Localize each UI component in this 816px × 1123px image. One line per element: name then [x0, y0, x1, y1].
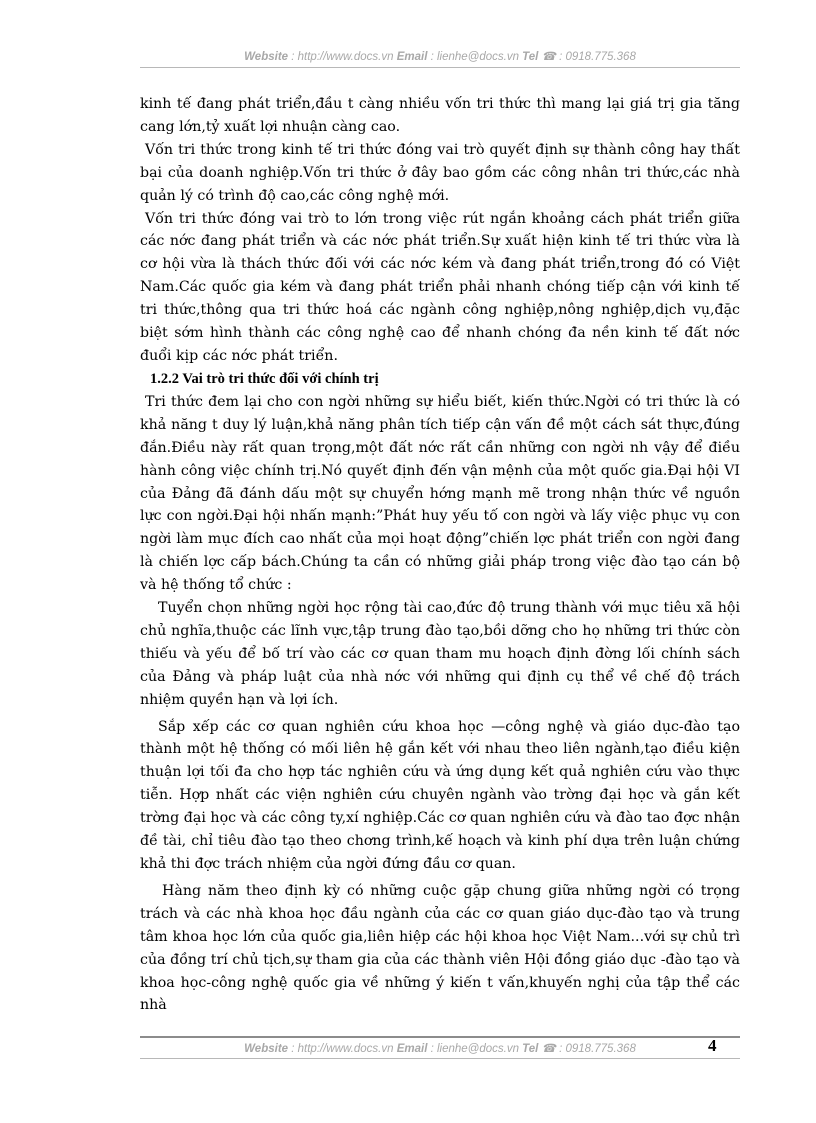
phone-icon: ☎	[541, 1043, 556, 1055]
header-website-label: Website	[244, 51, 289, 63]
paragraph-7: Hàng năm theo định kỳ có những cuộc gặp chung giữa những ngời có trọng trách và các nhà khoa học đầu ngành của các cơ quan giáo dục-đào tạo và trung tâm khoa học lớn của quốc gia,liên hiệp các hội khoa học Việt Nam...với sự chủ trì của đồng trí chủ tịch,sự tham gia của các thành viên Hội đồng giáo dục -đào tạo và khoa học-công nghệ quốc gia về những ý kiến t vấn,khuyến nghị của tập thể các nhà	[140, 882, 740, 1014]
footer-divider-bottom	[140, 1058, 740, 1059]
footer-website-label: Website	[244, 1043, 289, 1055]
section-heading: 1.2.2 Vai trò tri thức đối với chính trị	[150, 370, 379, 387]
paragraph-3: Vốn tri thức đóng vai trò to lớn trong việc rút ngắn khoảng cách phát triển giữa các nớc đang phát triển và các nớc phát triển.Sự xuất hiện kinh tế tri thức vừa là cơ hội vừa là thách thức đối với các nớc kém và đang phát triển,trong đó có Việt Nam.Các quốc gia kém và đang phát triển phải nhanh chóng tiếp cận với kinh tế tri thức,thông qua tri thức hoá các ngành công nghiệp,nông nghiệp,dịch vụ,đặc biệt sớm hình thành các công nghệ cao để nhanh chóng đa nền kinh tế đất nớc đuổi kịp các nớc phát triển.	[140, 210, 740, 364]
footer-tel-label: Tel	[522, 1043, 539, 1055]
footer-divider-top	[140, 1036, 740, 1038]
paragraph-5: Tuyển chọn những ngời học rộng tài cao,đức độ trung thành với mục tiêu xã hội chủ nghĩa,thuộc các lĩnh vực,tập trung đào tạo,bồi dỡng cho họ những tri thức còn thiếu và yếu để bố trí vào các cơ quan tham mu hoạch định đờng lối chính sách của Đảng và pháp luật của nhà nớc với những qui định cụ thể về chế độ trách nhiệm quyền hạn và lợi ích.	[140, 600, 740, 708]
document-body	[140, 93, 740, 1017]
header-tel-value: : 0918.775.368	[555, 51, 636, 63]
paragraph-1: kinh tế đang phát triển,đầu t càng nhiều vốn tri thức thì mang lại giá trị gia tăng cang lớn,tỷ xuất lợi nhuận càng cao.	[140, 96, 740, 135]
footer-tel-value: : 0918.775.368	[555, 1043, 636, 1055]
page-number: 4	[708, 1036, 717, 1055]
header-website-url[interactable]: : http://www.docs.vn	[288, 51, 397, 63]
footer-website-url[interactable]: : http://www.docs.vn	[288, 1043, 397, 1055]
paragraph-2: Vốn tri thức trong kinh tế tri thức đóng vai trò quyết định sự thành công hay thất bại của doanh nghiệp.Vốn tri thức ở đây bao gồm các công nhân tri thức,các nhà quản lý có trình độ cao,các công nghệ mới.	[140, 141, 740, 204]
header-divider	[140, 67, 740, 68]
header-email-value[interactable]: : lienhe@docs.vn	[427, 51, 523, 63]
header-tel-label: Tel	[522, 51, 539, 63]
page-footer	[140, 1041, 740, 1055]
footer-email-value[interactable]: : lienhe@docs.vn	[427, 1043, 523, 1055]
paragraph-4: Tri thức đem lại cho con ngời những sự hiểu biết, kiến thức.Ngời có tri thức là có khả năng t duy lý luận,khả năng phân tích tiếp cận vấn đề một cách sát thực,đúng đắn.Điều này rất quan trọng,một đất nớc rất cần những con ngời nh vậy để điều hành công việc chính trị.Nó quyết định đến vận mệnh của một quốc gia.Đại hội VI của Đảng đã đánh dấu một sự chuyển hớng mạnh mẽ trong nhận thức về nguồn lực con ngời.Đại hội nhấn mạnh:”Phát huy yếu tố con ngời và lấy việc phục vụ con ngời làm mục đích cao nhất của mọi hoạt động”chiến lợc phát triển con ngời đang là chiến lợc cấp bách.Chúng ta cần có những giải pháp trong việc đào tạo cán bộ và hệ thống tổ chức :	[140, 393, 740, 594]
header-email-label: Email	[396, 51, 428, 63]
paragraph-6: Sắp xếp các cơ quan nghiên cứu khoa học —công nghệ và giáo dục-đào tạo thành một hệ thống có mối liên hệ gắn kết với nhau theo liên ngành,tạo điều kiện thuận lợi tối đa cho hợp tác nghiên cứu và ứng dụng kết quả nghiên cứu vào thực tiễn. Hợp nhất các viện nghiên cứu chuyên ngành vào trờng đại học và gắn kết trờng đại học và các công ty,xí nghiệp.Các cơ quan nghiên cứu và đào tao đợc nhận đề tài, chỉ tiêu đào tạo theo chơng trình,kế hoạch và kinh phí dựa trên luận chứng khả thi đợc trách nhiệm của ngời đứng đầu cơ quan.	[140, 718, 740, 872]
footer-email-label: Email	[396, 1043, 428, 1055]
page-header	[140, 49, 740, 63]
phone-icon: ☎	[541, 51, 556, 63]
